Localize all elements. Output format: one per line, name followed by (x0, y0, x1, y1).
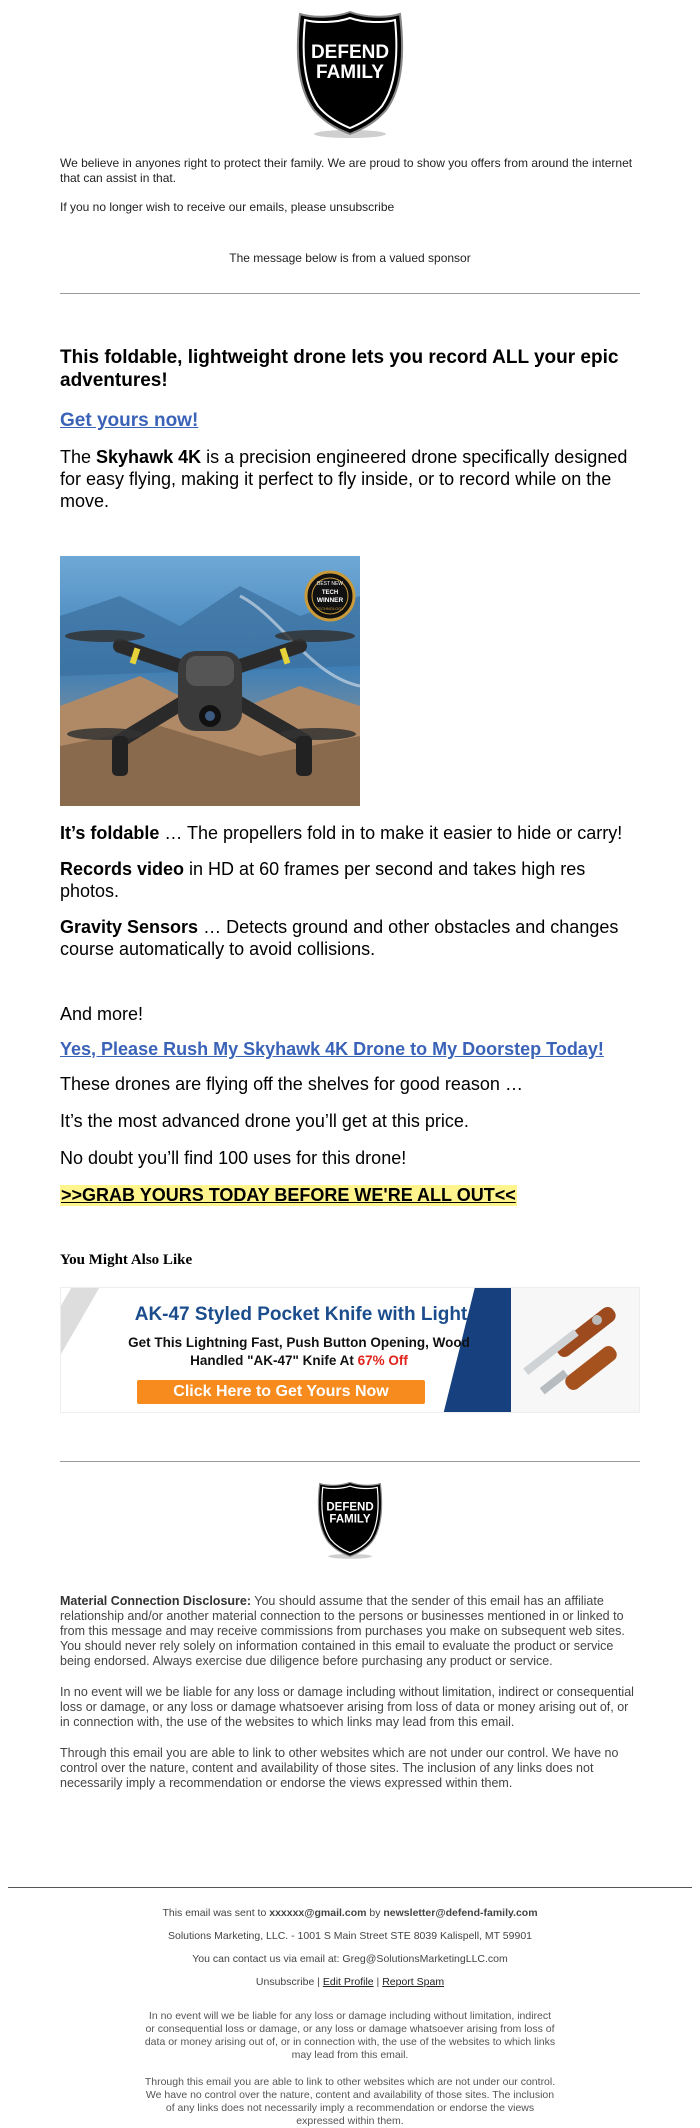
logo-text-defend: DEFEND (326, 1501, 374, 1514)
liability-paragraph: In no event will we be liable for any loss or damage including without limitation, indirect or consequential loss or damage, or any loss or damage whatsoever arising from loss of data or money arising out of, or in connection with, the use of the websites to which links may lead from this email. (60, 1685, 634, 1729)
knife-image (511, 1296, 631, 1406)
footer-unsubscribe[interactable]: Unsubscribe (255, 1976, 315, 1988)
body-line: No doubt you’ll find 100 uses for this drone! (60, 1148, 407, 1168)
unsubscribe-link[interactable]: unsubscribe (329, 200, 395, 214)
sent-prefix: This email was sent to (162, 1907, 270, 1919)
contact-line: You can contact us via email at: Greg@SolutionsMarketingLLC.com (192, 1953, 508, 1965)
footer-sep: | (314, 1976, 323, 1988)
body-line: It’s the most advanced drone you’ll get at this price. (60, 1111, 469, 1131)
badge-text-4: TECHNOLOGY (315, 606, 345, 611)
feature-text: … The propellers fold in to make it easier to hide or carry! (159, 823, 623, 843)
and-more-text: And more! (60, 1004, 144, 1024)
desc-suffix: is a precision engineered drone specifically designed for easy flying, making it perfect to fly inside, or to record while on the move. (60, 447, 628, 511)
feature-text: in HD at 60 frames per second and takes high res photos. (60, 859, 586, 901)
badge-text-1: BEST NEW (316, 581, 344, 587)
knife-ad-banner[interactable] (60, 1287, 640, 1413)
feature-title: Gravity Sensors (60, 917, 199, 937)
banner-cta-button[interactable]: Click Here to Get Yours Now (137, 1380, 425, 1404)
report-spam-link[interactable]: Report Spam (382, 1976, 445, 1988)
feature-records-video (60, 858, 640, 902)
grab-yours-link[interactable]: >>GRAB YOURS TODAY BEFORE WE'RE ALL OUT<< (61, 1185, 516, 1205)
footer-divider (8, 1887, 692, 1888)
divider (60, 1461, 640, 1462)
logo-text-family: FAMILY (329, 1513, 371, 1526)
feature-title: It’s foldable (60, 823, 160, 843)
headline: This foldable, lightweight drone lets you record ALL your epic adventures! (60, 347, 619, 391)
banner-discount: 67% Off (357, 1353, 408, 1368)
disclosure-paragraph (60, 1594, 640, 1669)
external-links-paragraph: Through this email you are able to link to other websites which are not under our control. We have no control over the nature, content and availability of those sites. The inclusion of any links does not necessarily imply a recommendation or endorse the views expressed within them. (60, 1746, 619, 1790)
footer-sep: | (373, 1976, 383, 1988)
email-body (60, 8, 640, 1791)
body-line: These drones are flying off the shelves for good reason … (60, 1074, 523, 1094)
disclosure-label: Material Connection Disclosure: (60, 1594, 252, 1608)
drone-product-image[interactable] (60, 556, 360, 806)
feature-text: … Detects ground and other obstacles and changes course automatically to avoid collisions. (60, 917, 619, 959)
defend-family-logo-small (316, 1480, 384, 1560)
feature-gravity-sensors (60, 916, 640, 960)
you-might-also-like-heading: You Might Also Like (60, 1252, 193, 1268)
sponsor-note: The message below is from a valued sponsor (229, 251, 471, 265)
sender-email: newsletter@defend-family.com (383, 1907, 538, 1919)
footer-legal-links: Through this email you are able to link to other websites which are not under our control. We have no control over the nature, content and availability of those sites. The inclusion of any links does not necessarily imply a recommendation or endorse the views expressed within them. (144, 2076, 556, 2127)
banner-subtitle (79, 1334, 519, 1370)
feature-title: Records video (60, 859, 185, 879)
logo-text-family: FAMILY (316, 62, 384, 83)
product-description (60, 446, 640, 512)
edit-profile-link[interactable]: Edit Profile (322, 1976, 374, 1988)
unsubscribe-line (60, 200, 640, 214)
defend-family-logo (294, 8, 406, 140)
footer-legal-liability: In no event will we be liable for any loss or damage including without limitation, indirect or consequential loss or damage, or any loss or damage whatsoever arising from loss of data or money arising out of, or in connection with, the use of the websites to which links may lead from this email. (144, 2010, 556, 2061)
sent-to-line (0, 1907, 700, 1919)
banner-sub-line2: Handled "AK-47" Knife At (190, 1353, 358, 1368)
banner-sub-line1: Get This Lightning Fast, Push Button Opening, Wood (128, 1335, 470, 1350)
intro-text: We believe in anyones right to protect their family. We are proud to show you offers from around the internet that can assist in that. (60, 156, 633, 185)
footer (0, 1889, 700, 2128)
product-name: Skyhawk 4K (96, 447, 202, 467)
desc-prefix: The (60, 447, 97, 467)
company-address: Solutions Marketing, LLC. - 1001 S Main Street STE 8039 Kalispell, MT 59901 (168, 1930, 532, 1942)
feature-foldable (60, 822, 640, 844)
get-yours-now-link[interactable]: Get yours now! (60, 410, 199, 431)
sent-by-word: by (366, 1907, 384, 1919)
divider (60, 293, 640, 294)
footer-links (0, 1976, 700, 1988)
recipient-email: xxxxxx@gmail.com (269, 1907, 367, 1919)
unsubscribe-prefix: If you no longer wish to receive our emails, please (60, 200, 327, 214)
logo-text-defend: DEFEND (310, 42, 390, 63)
badge-text-2: TECH (321, 590, 339, 596)
banner-title: AK-47 Styled Pocket Knife with Light (134, 1304, 468, 1325)
badge-text-3: WINNER (316, 597, 344, 604)
disclosure-text: You should assume that the sender of this email has an affiliate relationship and/or another material connection to the persons or businesses mentioned in or linked to from this message and may receive commissions from purchases you make on subsequent web sites. You should never rely solely on information contained in this email to evaluate the product or service being endorsed. Always exercise due diligence before purchasing any product or service. (60, 1594, 625, 1668)
rush-drone-link[interactable]: Yes, Please Rush My Skyhawk 4K Drone to My Doorstep Today! (60, 1039, 604, 1059)
